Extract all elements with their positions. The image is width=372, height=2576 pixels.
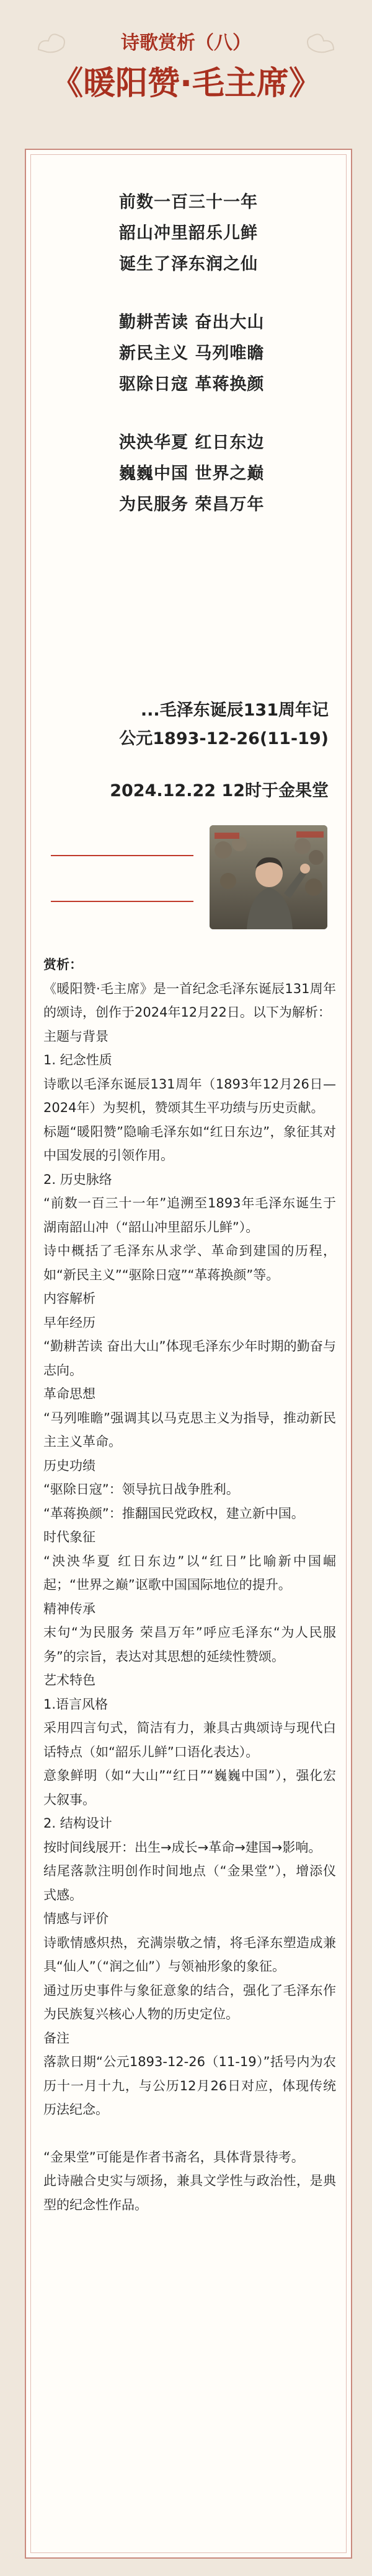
section-heading: 情感与评价 [43,1911,108,1926]
subsection-heading: 早年经历 [43,1315,95,1330]
poem-title: 《暖阳赞·毛主席》 [51,65,321,102]
signature-place: 2024.12.22 12时于金果堂 [110,781,329,800]
section-heading: 备注 [43,2030,69,2046]
commentary-paragraph: 《暖阳赞·毛主席》是一首纪念毛泽东诞辰131周年的颂诗，创作于2024年12月22日。以下为解析： [43,981,336,1020]
commentary-paragraph: 结尾落款注明创作时间地点（“金果堂”），增添仪式感。 [43,1864,336,1903]
commentary-paragraph: 采用四言句式，简洁有力，兼具古典颂诗与现代白话特点（如“韶乐儿鲜”口语化表达）。 [43,1720,336,1759]
series-subtitle: 诗歌赏析（八） [121,32,251,54]
section-heading: 主题与背景 [43,1028,108,1044]
poem-line: 泱泱华夏 红日东边 [119,433,265,452]
commentary-paragraph: “马列唯瞻”强调其以马克思主义为指导，推动新民主主义革命。 [43,1410,336,1449]
header [0,0,372,146]
commentary-paragraph: 末句“为民服务 荣昌万年”呼应毛泽东“为人民服务”的宗旨，表达对其思想的延续性赞颂。 [43,1625,336,1664]
poem-line: 巍巍中国 世界之巅 [119,464,265,483]
subsection-heading: 革命思想 [43,1387,95,1401]
commentary-label: 赏析： [43,957,82,972]
signature-note: ...毛泽东诞辰131周年记 [140,701,329,720]
commentary [43,953,336,2217]
divider-line [51,855,193,856]
commentary-paragraph: 意象鲜明（如“大山”“红日”“巍巍中国”），强化宏大叙事。 [43,1768,336,1807]
commentary-paragraph: 诗歌以毛泽东诞辰131周年（1893年12月26日—2024年）为契机，赞颂其生平功绩与历史贡献。 [43,1076,336,1115]
blank-line [43,2122,336,2145]
commentary-paragraph: “革蒋换颜”：推翻国民党政权，建立新中国。 [43,1505,304,1521]
commentary-paragraph: 按时间线展开：出生→成长→革命→建国→影响。 [43,1839,322,1855]
commentary-paragraph: 通过历史事件与象征意象的结合，强化了毛泽东作为民族复兴核心人物的历史定位。 [43,1982,336,2022]
divider-line [51,901,193,902]
section-heading: 艺术特色 [43,1673,95,1688]
section-heading: 内容解析 [43,1291,95,1306]
subsection-heading: 2. 结构设计 [43,1816,112,1831]
poem-stanza [119,187,330,280]
commentary-paragraph: “泱泱华夏 红日东边”以“红日”比喻新中国崛起；“世界之巅”讴歌中国国际地位的提升。 [43,1553,336,1592]
poem-stanza [119,307,330,400]
poem-line: 为民服务 荣昌万年 [119,495,265,514]
commentary-paragraph: “前数一百三十一年”追溯至1893年毛泽东诞生于湖南韶山冲（“韶山冲里韶乐儿鲜”）。 [43,1196,336,1235]
signature-date: 公元1893-12-26(11-19) [119,729,329,748]
poem-stanza [119,427,330,520]
subsection-heading: 精神传承 [43,1601,95,1616]
subsection-heading: 2. 历史脉络 [43,1172,112,1187]
commentary-paragraph: “金果堂”可能是作者书斋名，具体背景待考。 [43,2149,304,2165]
poem-line: 诞生了泽东润之仙 [119,255,258,274]
commentary-paragraph: 此诗融合史实与颂扬，兼具文学性与政治性，是典型的纪念性作品。 [43,2173,336,2212]
poem-line: 勤耕苦读 奋出大山 [119,313,265,332]
commentary-paragraph: 落款日期“公元1893-12-26（11-19）”括号内为农历十一月十九，与公历12月26日对应，体现传统历法纪念。 [43,2054,336,2117]
subsection-heading: 1.语言风格 [43,1696,108,1712]
commentary-paragraph: “勤耕苦读 奋出大山”体现毛泽东少年时期的勤奋与志向。 [43,1339,336,1378]
portrait-image [210,825,327,929]
photo-section [26,819,351,931]
subsection-heading: 历史功绩 [43,1458,95,1473]
poem-line: 驱除日寇 革蒋换颜 [119,375,265,394]
portrait-photo [210,825,327,929]
commentary-paragraph: “驱除日寇”：领导抗日战争胜利。 [43,1482,239,1497]
subsection-heading: 时代象征 [43,1530,95,1544]
poem-line: 新民主义 马列唯瞻 [119,344,265,363]
poem-line: 韶山冲里韶乐儿鲜 [119,224,258,243]
commentary-paragraph: 标题“暖阳赞”隐喻毛泽东如“红日东边”，象征其对中国发展的引领作用。 [43,1124,336,1163]
commentary-paragraph: 诗中概括了毛泽东从求学、革命到建国的历程，如“新民主义”“驱除日寇”“革蒋换颜”等。 [43,1243,336,1282]
poem-line: 前数一百三十一年 [119,193,258,212]
subsection-heading: 1. 纪念性质 [43,1053,112,1067]
content-card [25,149,352,2559]
commentary-paragraph: 诗歌情感炽热，充满崇敬之情，将毛泽东塑造成兼具“仙人”（“润之仙”）与领袖形象的象征。 [43,1935,336,1974]
poem-body [119,187,330,548]
